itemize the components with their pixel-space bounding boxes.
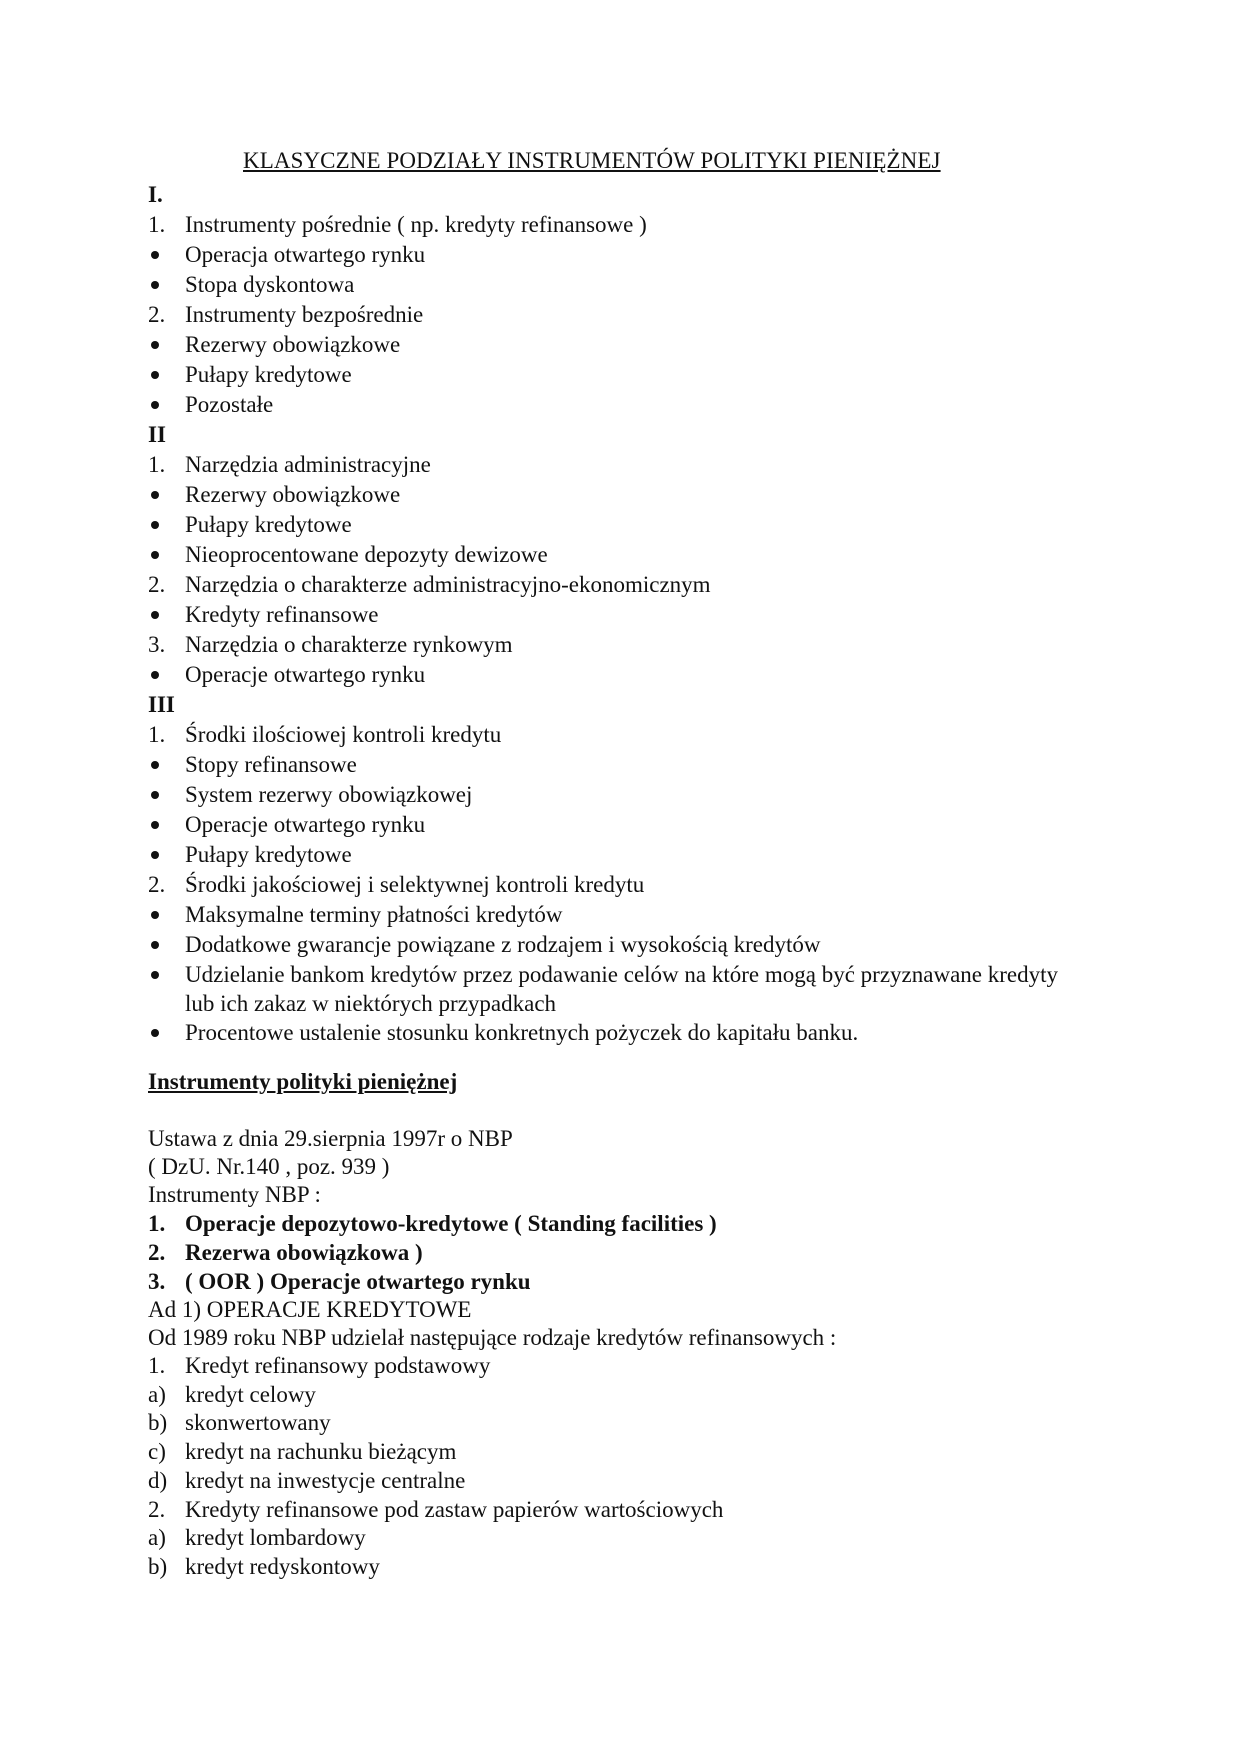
- list-item-text: ( OOR ) Operacje otwartego rynku: [185, 1269, 531, 1294]
- list-item: [148, 1496, 1088, 1525]
- list-marker: 1.: [148, 212, 166, 237]
- bullet-icon: [148, 480, 185, 510]
- list-item: [148, 510, 1088, 540]
- list-marker: b): [148, 1410, 168, 1436]
- list-item-text: kredyt redyskontowy: [185, 1553, 380, 1579]
- list-item-text: Rezerwa obowiązkowa ): [185, 1240, 423, 1265]
- list-item-text: Rezerwy obowiązkowe: [185, 482, 401, 507]
- list-item-text: kredyt celowy: [185, 1381, 316, 1407]
- ad1-heading: Ad 1) OPERACJE KREDYTOWE: [148, 1297, 472, 1322]
- list-item: [148, 930, 1088, 960]
- list-item: [148, 450, 1088, 480]
- list-item: [148, 390, 1088, 420]
- list-marker: a): [148, 1381, 166, 1407]
- list-marker: 3.: [148, 1269, 166, 1294]
- list-marker: a): [148, 1525, 166, 1551]
- list-marker: 2.: [148, 872, 166, 897]
- section-heading: Instrumenty polityki pieniężnej: [148, 1069, 458, 1094]
- list-item-text: Operacje otwartego rynku: [185, 812, 426, 837]
- section-roman-1: I.: [148, 182, 163, 207]
- list-item-text: Kredyty refinansowe pod zastaw papierów wartościowych: [185, 1496, 724, 1522]
- list-item: [148, 1018, 1088, 1048]
- list-item-text: Rezerwy obowiązkowe: [185, 332, 401, 357]
- bullet-icon: [148, 810, 185, 840]
- section-roman-2: II: [148, 422, 166, 447]
- list-item: [148, 540, 1088, 570]
- bullet-icon: [148, 360, 185, 390]
- law-line: Ustawa z dnia 29.sierpnia 1997r o NBP: [148, 1126, 513, 1151]
- list-item-text: Operacje otwartego rynku: [185, 662, 426, 687]
- list-item-text: Maksymalne terminy płatności kredytów: [185, 902, 563, 927]
- instruments-body: [148, 1125, 1088, 1582]
- list-item: [148, 1381, 1088, 1410]
- list-item-text: Stopa dyskontowa: [185, 272, 355, 297]
- list-marker: c): [148, 1439, 166, 1465]
- list-item: [148, 1524, 1088, 1553]
- bullet-icon: [148, 270, 185, 300]
- list-item-text: Środki jakościowej i selektywnej kontroli kredytu: [185, 872, 645, 897]
- nbp-instruments-list: [148, 1209, 1088, 1296]
- list-item: [148, 750, 1088, 780]
- section-roman-3: III: [148, 692, 175, 717]
- list-item: [148, 1238, 1088, 1267]
- list-item: [148, 600, 1088, 630]
- part2-list: [148, 450, 1088, 690]
- list-item: [148, 210, 1088, 240]
- list-item: [148, 720, 1088, 750]
- list-item-text: kredyt na rachunku bieżącym: [185, 1439, 457, 1465]
- list-item: [148, 870, 1088, 900]
- list-marker: 1.: [148, 1353, 166, 1378]
- list-item: [148, 660, 1088, 690]
- bullet-icon: [148, 330, 185, 360]
- list-marker: 2.: [148, 572, 166, 597]
- list-item: [148, 630, 1088, 660]
- part1-list: [148, 210, 1088, 420]
- classification-lists: [148, 180, 1088, 1048]
- bullet-icon: [148, 390, 185, 420]
- list-item: [148, 1438, 1088, 1467]
- list-item-text: Kredyty refinansowe: [185, 602, 379, 627]
- bullet-icon: [148, 840, 185, 870]
- list-item-text: Narzędzia o charakterze rynkowym: [185, 632, 513, 657]
- list-item: [148, 1267, 1088, 1296]
- list-item-text: Pułapy kredytowe: [185, 512, 352, 537]
- list-item-text: Operacje depozytowo-kredytowe ( Standing facilities ): [185, 1211, 717, 1236]
- list-marker: d): [148, 1467, 168, 1493]
- list-item: [148, 1553, 1088, 1582]
- list-marker: 3.: [148, 632, 166, 657]
- list-item-text: System rezerwy obowiązkowej: [185, 782, 473, 807]
- list-item-text: Pułapy kredytowe: [185, 842, 352, 867]
- law-reference: ( DzU. Nr.140 , poz. 939 ): [148, 1154, 390, 1179]
- instruments-section: [148, 1067, 1088, 1097]
- list-item-text: Pułapy kredytowe: [185, 362, 352, 387]
- list-item-text: kredyt na inwestycje centralne: [185, 1467, 466, 1493]
- list-item-text: skonwertowany: [185, 1410, 331, 1436]
- bullet-icon: [148, 780, 185, 810]
- bullet-icon: [148, 540, 185, 570]
- list-item-text: Narzędzia o charakterze administracyjno-ekonomicznym: [185, 572, 711, 597]
- list-item: [148, 1352, 1088, 1381]
- list-marker: 1.: [148, 452, 166, 477]
- bullet-icon: [148, 240, 185, 270]
- list-item: [148, 960, 1088, 1018]
- list-item: [148, 900, 1088, 930]
- list-item-text: Operacja otwartego rynku: [185, 242, 426, 267]
- list-item: [148, 780, 1088, 810]
- credit-types-list: [148, 1352, 1088, 1582]
- list-marker: 1.: [148, 722, 166, 747]
- list-item: [148, 1409, 1088, 1438]
- bullet-icon: [148, 750, 185, 780]
- list-item-text: Udzielanie bankom kredytów przez podawanie celów na które mogą być przyznawane kredyty lub ich zakaz w niektórych przypadkach: [185, 962, 1059, 1016]
- document-title: KLASYCZNE PODZIAŁY INSTRUMENTÓW POLITYKI PIENIĘŻNEJ: [243, 148, 941, 173]
- part3-list: [148, 720, 1088, 1048]
- list-item-text: Stopy refinansowe: [185, 752, 357, 777]
- instruments-label: Instrumenty NBP :: [148, 1182, 321, 1207]
- list-marker: 2.: [148, 302, 166, 327]
- list-item-text: Środki ilościowej kontroli kredytu: [185, 722, 502, 747]
- bullet-icon: [148, 930, 185, 960]
- list-marker: 1.: [148, 1211, 166, 1236]
- since-1989-line: Od 1989 roku NBP udzielał następujące rodzaje kredytów refinansowych :: [148, 1325, 837, 1350]
- list-item-text: Dodatkowe gwarancje powiązane z rodzajem i wysokością kredytów: [185, 932, 821, 957]
- list-item: [148, 330, 1088, 360]
- list-item: [148, 810, 1088, 840]
- list-item: [148, 360, 1088, 390]
- list-item-text: Instrumenty pośrednie ( np. kredyty refinansowe ): [185, 212, 647, 237]
- list-item-text: Nieoprocentowane depozyty dewizowe: [185, 542, 548, 567]
- bullet-icon: [148, 510, 185, 540]
- list-item-text: Pozostałe: [185, 392, 274, 417]
- bullet-icon: [148, 900, 185, 930]
- list-item: [148, 840, 1088, 870]
- list-item: [148, 1467, 1088, 1496]
- list-marker: 2.: [148, 1240, 166, 1265]
- list-item-text: kredyt lombardowy: [185, 1525, 366, 1551]
- list-marker: 2.: [148, 1496, 166, 1522]
- list-item-text: Instrumenty bezpośrednie: [185, 302, 424, 327]
- list-item-text: Narzędzia administracyjne: [185, 452, 431, 477]
- list-item: [148, 270, 1088, 300]
- bullet-icon: [148, 1018, 185, 1048]
- list-marker: b): [148, 1553, 168, 1579]
- list-item: [148, 480, 1088, 510]
- list-item: [148, 570, 1088, 600]
- list-item-text: Kredyt refinansowy podstawowy: [185, 1353, 491, 1378]
- list-item-text: Procentowe ustalenie stosunku konkretnych pożyczek do kapitału banku.: [185, 1020, 859, 1045]
- list-item: [148, 240, 1088, 270]
- bullet-icon: [148, 960, 185, 989]
- list-item: [148, 1209, 1088, 1238]
- bullet-icon: [148, 660, 185, 690]
- list-item: [148, 300, 1088, 330]
- bullet-icon: [148, 600, 185, 630]
